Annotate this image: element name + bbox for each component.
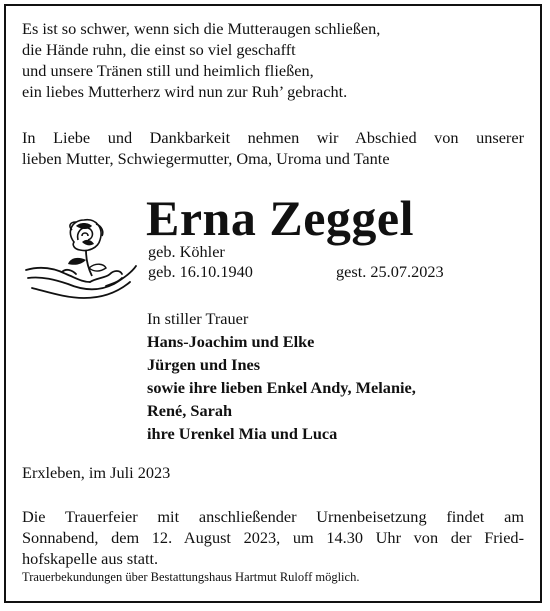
mourner-line: ihre Urenkel Mia und Luca [147, 424, 338, 443]
mourners-heading: In stiller Trauer [147, 309, 249, 328]
undertaker-note: Trauerbekundungen über Bestattungshaus Hartmut Ruloff möglich. [22, 570, 360, 584]
funeral-line: Die Trauerfeier mit anschließender Urnenbeisetzung findet am [22, 507, 524, 526]
intro-text [22, 127, 524, 169]
death-date: gest. 25.07.2023 [336, 262, 444, 281]
birth-name: geb. Köhler [148, 242, 225, 261]
mourner-line: Hans-Joachim und Elke [147, 332, 315, 351]
place-date: Erxleben, im Juli 2023 [22, 463, 171, 482]
rose-in-hands-icon [22, 212, 140, 308]
mourners [147, 307, 416, 445]
poem-line: die Hände ruhn, die einst so viel geschafft [22, 40, 296, 59]
poem-line: Es ist so schwer, wenn sich die Mutteraugen schließen, [22, 19, 381, 38]
mourner-line: sowie ihre lieben Enkel Andy, Melanie, [147, 378, 416, 397]
intro-line: lieben Mutter, Schwiegermutter, Oma, Uroma und Tante [22, 149, 390, 168]
poem [22, 18, 380, 102]
poem-line: ein liebes Mutterherz wird nun zur Ruh’ gebracht. [22, 82, 348, 101]
funeral-line: hofskapelle aus statt. [22, 549, 159, 568]
funeral-line: Sonnabend, dem 12. August 2023, um 14.30 Uhr von der Fried- [22, 528, 524, 547]
mourner-line: René, Sarah [147, 401, 233, 420]
deceased-name: Erna Zeggel [146, 190, 414, 246]
intro-line: In Liebe und Dankbarkeit nehmen wir Abschied von unserer [22, 128, 524, 147]
birth-date: geb. 16.10.1940 [148, 262, 253, 281]
poem-line: und unsere Tränen still und heimlich fließen, [22, 61, 314, 80]
funeral-info [22, 506, 524, 569]
mourner-line: Jürgen und Ines [147, 355, 261, 374]
